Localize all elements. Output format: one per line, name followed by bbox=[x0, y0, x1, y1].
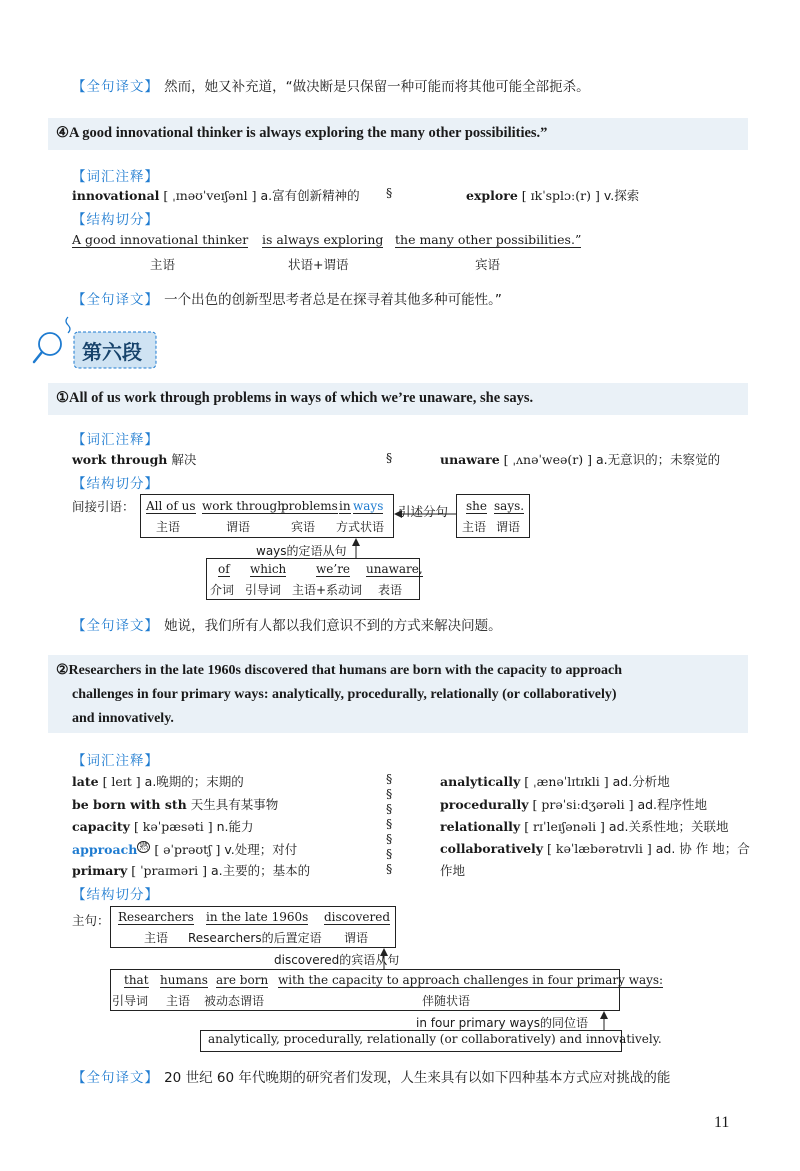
vocab-tag: 【词汇注释】 bbox=[72, 753, 159, 769]
role-subject: 主语 bbox=[166, 994, 191, 1008]
role-says: 谓语 bbox=[496, 520, 521, 534]
word-with-capacity: with the capacity to approach challenges in four primary ways: bbox=[278, 973, 664, 987]
reporting-clause-label: 引述分句 bbox=[398, 504, 449, 519]
sentence-6-2-line1: ②Researchers in the late 1960s discovered that humans are born with the capacity to approach bbox=[56, 663, 623, 678]
segment-subject: A good innovational thinker bbox=[72, 232, 249, 247]
word-says: says. bbox=[494, 499, 525, 513]
role-subject: 主语 bbox=[144, 931, 169, 945]
section-title: 第六段 bbox=[82, 340, 142, 364]
vocab-approach: approach $^熟$ [ əˈprəʊtʃ ] v.处理；对付 bbox=[72, 842, 298, 858]
structure-tag: 【结构切分】 bbox=[72, 476, 159, 492]
role-object: 宾语 bbox=[291, 520, 316, 534]
vocab-procedurally: procedurally [ prəˈsiːdʒərəli ] ad.程序性地 bbox=[440, 797, 708, 812]
sentence-6-2-line2: challenges in four primary ways: analytically, procedurally, relationally (or collaboratively) bbox=[72, 687, 617, 702]
sentence-4: ④A good innovational thinker is always exploring the many other possibilities.” bbox=[56, 125, 548, 141]
role-relative-word: 引导词 bbox=[112, 994, 149, 1008]
role-subject: 主语 bbox=[156, 520, 181, 534]
vocab-collaboratively: collaboratively [ kəˈlæbərətɪvli ] ad. 协 作 地；合 bbox=[440, 841, 750, 856]
role-subject: 主语 bbox=[150, 257, 176, 272]
vocab-tag: 【词汇注释】 bbox=[72, 432, 159, 448]
segment-object: the many other possibilities.” bbox=[395, 232, 582, 247]
word-are-born: are born bbox=[216, 973, 269, 987]
role-object: 宾语 bbox=[475, 257, 501, 272]
divider-icon: § bbox=[386, 185, 393, 200]
word-unaware: unaware, bbox=[366, 562, 423, 576]
indirect-speech-label: 间接引语： bbox=[72, 499, 135, 514]
word-in: in bbox=[339, 499, 351, 513]
role-manner-adverbial: 方式状语 bbox=[336, 520, 385, 534]
divider-icon: § bbox=[386, 450, 393, 465]
word-humans: humans bbox=[160, 973, 208, 987]
role-predicative: 表语 bbox=[378, 583, 403, 597]
role-passive-predicate: 被动态谓语 bbox=[204, 994, 265, 1008]
word-she: she bbox=[466, 499, 487, 513]
vocab-unaware: unaware [ ˌʌnəˈweə(r) ] a.无意识的；未察觉的 bbox=[440, 452, 721, 467]
role-she: 主语 bbox=[462, 520, 487, 534]
familiar-badge: 熟 bbox=[139, 842, 149, 852]
word-ways: ways bbox=[353, 499, 384, 513]
sentence-6-1: ①All of us work through problems in ways of which we’re unaware, she says. bbox=[56, 390, 534, 406]
role-preposition: 介词 bbox=[210, 583, 235, 597]
vocab-capacity: capacity [ kəˈpæsəti ] n.能力 bbox=[72, 819, 254, 834]
appositive-label: in four primary ways的同位语 bbox=[416, 1016, 588, 1030]
object-clause-label: discovered的宾语从句 bbox=[274, 953, 400, 967]
segment-predicate: is always exploring bbox=[262, 232, 384, 247]
appositive-text: analytically, procedurally, relationally (or collaboratively) and innovatively. bbox=[208, 1032, 662, 1046]
sentence-6-2-line3: and innovatively. bbox=[72, 711, 174, 726]
word-that: that bbox=[124, 973, 149, 987]
role-predicate: 状语+谓语 bbox=[288, 257, 349, 272]
vocab-relationally: relationally [ rɪˈleɪʃənəli ] ad.关系性地；关联地 bbox=[440, 819, 729, 834]
vocab-collaboratively-cont: 作地 bbox=[440, 863, 466, 878]
vocab-work-through: work through 解决 bbox=[72, 452, 197, 467]
word-work-through: work through bbox=[202, 499, 285, 513]
vocab-innovational: innovational [ ˌɪnəʊˈveɪʃənl ] a.富有创新精神的 bbox=[72, 188, 360, 203]
word-researchers: Researchers bbox=[118, 910, 194, 924]
role-predicate: 谓语 bbox=[344, 931, 369, 945]
p1-translation: 【全句译文】 然而，她又补充道，“做决断是只保留一种可能而将其他可能全部扼杀。 bbox=[72, 79, 590, 95]
vocab-explore: explore [ ɪkˈsplɔː(r) ] v.探索 bbox=[466, 188, 640, 203]
word-of: of bbox=[218, 562, 230, 576]
s4-translation: 【全句译文】 一个出色的创新型思考者总是在探寻着其他多种可能性。” bbox=[72, 292, 502, 308]
vocab-primary: primary [ ˈpraɪməri ] a.主要的；基本的 bbox=[72, 863, 311, 878]
word-discovered: discovered bbox=[324, 910, 391, 924]
vocab-late: late [ leɪt ] a.晚期的；末期的 bbox=[72, 774, 244, 789]
role-predicate: 谓语 bbox=[226, 520, 251, 534]
role-postmodifier: Researchers的后置定语 bbox=[188, 931, 322, 945]
word-all-of-us: All of us bbox=[146, 499, 196, 513]
page-number: 11 bbox=[714, 1114, 730, 1131]
role-subject-linking-verb: 主语+系动词 bbox=[292, 583, 363, 597]
vocab-analytically: analytically [ ˌænəˈlɪtɪkli ] ad.分析地 bbox=[440, 774, 670, 789]
word-were: we’re bbox=[316, 562, 351, 576]
attributive-clause-label: ways的定语从句 bbox=[256, 544, 347, 558]
main-clause-label: 主句： bbox=[72, 913, 110, 928]
word-late-1960s: in the late 1960s bbox=[206, 910, 309, 924]
vocab-tag: 【词汇注释】 bbox=[72, 169, 159, 185]
structure-tag: 【结构切分】 bbox=[72, 212, 159, 228]
structure-tag: 【结构切分】 bbox=[72, 887, 159, 903]
vocab-be-born-with: be born with sth 天生具有某事物 bbox=[72, 797, 279, 812]
role-accompanying-adverbial: 伴随状语 bbox=[422, 994, 471, 1008]
word-problems: problems bbox=[281, 499, 338, 513]
role-relative-word: 引导词 bbox=[245, 583, 282, 597]
word-which: which bbox=[250, 562, 287, 576]
divider-column-icon: § § § § § § § bbox=[386, 771, 393, 876]
s6-1-translation: 【全句译文】 她说，我们所有人都以我们意识不到的方式来解决问题。 bbox=[72, 618, 502, 634]
s6-2-translation: 【全句译文】 20 世纪 60 年代晚期的研究者们发现，人生来具有以如下四种基本方式应对挑战的能 bbox=[72, 1070, 671, 1086]
